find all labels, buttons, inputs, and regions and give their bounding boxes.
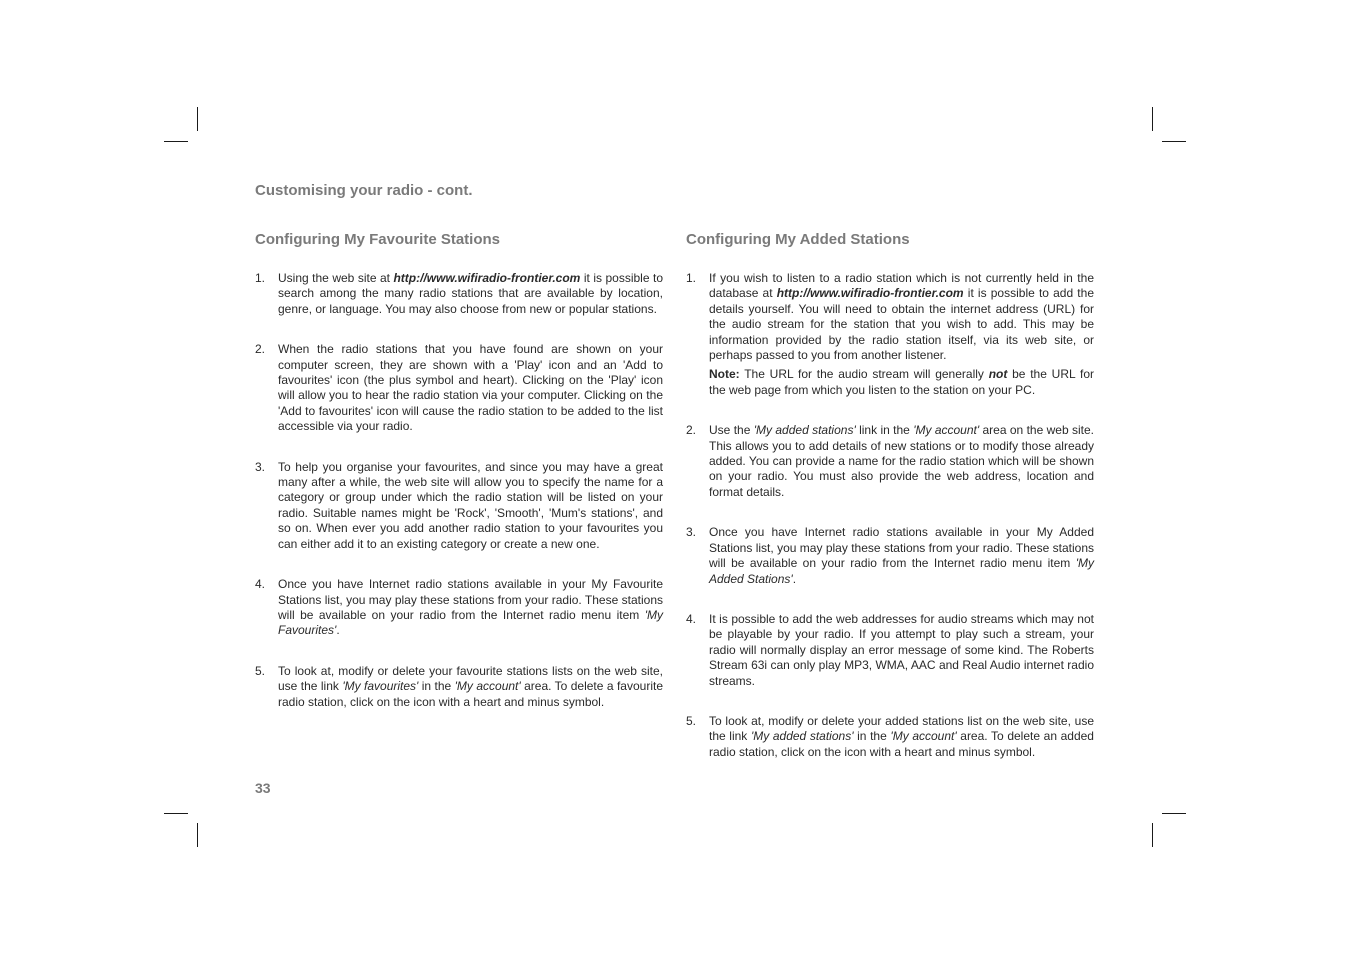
page-number: 33	[255, 780, 271, 796]
crop-mark	[197, 107, 198, 131]
list-item-text: To help you organise your favourites, and since you may have a great many after a while, the web site will allow you to specify the name for a category or group under which the radio station will be listed on your radio. Suitable names might be 'Rock', 'Smooth', 'Mum's stations', and so on. When ever you add another radio station to your favourites you can either add it to an existing category or create a new one.	[278, 459, 663, 551]
favourite-stations-column	[255, 230, 663, 710]
list-item-number: 5.	[686, 713, 697, 728]
list-item-text: Using the web site at http://www.wifiradio-frontier.com it is possible to search among the many radio stations that are available by location, genre, or language. You may also choose from new or popular stations.	[278, 271, 663, 316]
crop-mark	[197, 823, 198, 847]
crop-mark	[1162, 141, 1186, 142]
list-item	[255, 664, 663, 710]
crop-mark	[1152, 823, 1153, 847]
list-item-text: Once you have Internet radio stations available in your My Favourite Stations list, you may play these stations from your radio. These stations will be available on your radio from the Internet radio menu item 'My Favourites'.	[278, 577, 663, 638]
list-item	[255, 342, 663, 434]
list-item	[255, 460, 663, 552]
list-item-text: To look at, modify or delete your added stations list on the web site, use the link 'My added stations' in the 'My account' area. To delete an added radio station, click on the icon with a heart and minus symbol.	[709, 713, 1094, 759]
favourite-stations-list	[255, 271, 663, 710]
list-item	[255, 271, 663, 317]
list-item-text: Once you have Internet radio stations available in your My Added Stations list, you may play these stations from your radio. These stations will be available on your radio from the Internet radio menu item 'My Added Stations'.	[709, 525, 1094, 586]
list-item-number: 4.	[255, 577, 266, 592]
list-item-text: If you wish to listen to a radio station which is not currently held in the database at http://www.wifiradio-frontier.com it is possible to add the details yourself. You will need to obtain the internet address (URL) for the audio stream for the station that you wish to add. This may be information provided by the radio station itself, via its web site, or perhaps passed to you from another listener.	[709, 271, 1094, 363]
list-item-number: 2.	[255, 342, 266, 357]
list-item-number: 1.	[686, 271, 697, 285]
list-item-text: When the radio stations that you have found are shown on your computer screen, they are shown with a 'Play' icon and an 'Add to favourites' icon (the plus symbol and heart). Clicking on the 'Play' icon will allow you to hear the radio station via your computer. Clicking on the 'Add to favourites' icon will cause the radio station to be added to the list accessible via your radio.	[278, 342, 663, 434]
list-item	[686, 714, 1094, 760]
list-item	[686, 423, 1094, 500]
section-title: Customising your radio - cont.	[255, 182, 473, 199]
list-item	[255, 577, 663, 639]
list-item-number: 3.	[255, 459, 266, 474]
added-stations-list	[686, 271, 1094, 760]
list-item-number: 4.	[686, 611, 697, 626]
list-item-text: Use the 'My added stations' link in the 'My account' area on the web site. This allows you to add details of new stations or to modify those already added. You can provide a name for the radio station which will be shown on your radio. You must also provide the web address, location and format details.	[709, 423, 1094, 499]
crop-mark	[164, 141, 188, 142]
list-item-text: To look at, modify or delete your favourite stations lists on the web site, use the link 'My favourites' in the 'My account' area. To delete a favourite radio station, click on the icon with a heart and minus symbol.	[278, 663, 663, 709]
list-item	[686, 271, 1094, 398]
list-item-note: Note: The URL for the audio stream will generally not be the URL for the web page from which you listen to the station on your PC.	[709, 367, 1095, 397]
list-item-number: 3.	[686, 525, 697, 540]
list-item-number: 2.	[686, 423, 697, 438]
list-item	[686, 612, 1094, 689]
list-item-text: It is possible to add the web addresses for audio streams which may not be playable by your radio. If you attempt to play such a stream, your radio will normally display an error message of some kind. The Roberts Stream 63i can only play MP3, WMA, AAC and Real Audio internet radio streams.	[709, 611, 1094, 688]
added-stations-column	[686, 230, 1094, 760]
favourite-stations-heading: Configuring My Favourite Stations	[255, 231, 501, 248]
list-item	[686, 525, 1094, 587]
list-item-number: 5.	[255, 663, 266, 678]
crop-mark	[164, 813, 188, 814]
crop-mark	[1162, 813, 1186, 814]
added-stations-heading: Configuring My Added Stations	[686, 231, 910, 248]
crop-mark	[1152, 107, 1153, 131]
list-item-number: 1.	[255, 271, 266, 285]
